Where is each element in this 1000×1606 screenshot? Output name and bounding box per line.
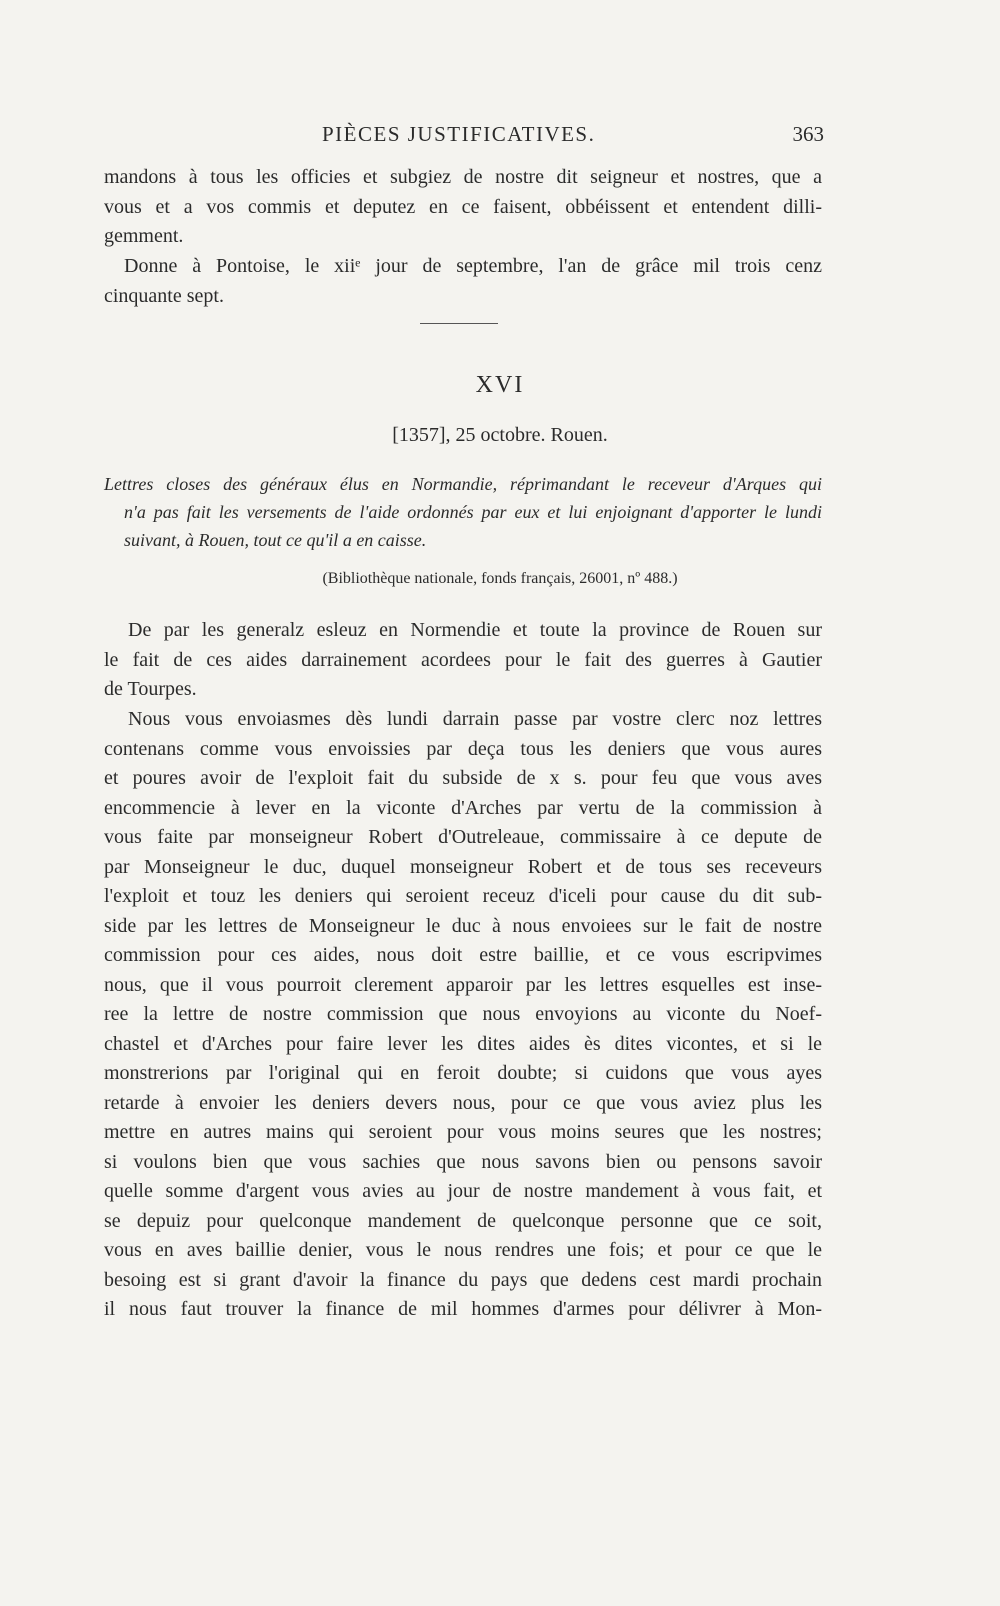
text-line: vous faite par monseigneur Robert d'Outreleaue, commissaire à ce depute de <box>104 826 822 848</box>
text-line: par Monseigneur le duc, duquel monseigneur Robert et de tous ses receveurs <box>104 855 822 878</box>
body-paragraph-1 <box>104 616 822 705</box>
text-line: mandons à tous les officies et subgiez de nostre dit seigneur et nostres, que a <box>104 166 822 188</box>
text-line: retarde à envoier les deniers devers nous, pour ce que vous aviez plus les <box>104 1091 822 1114</box>
text-line: monstrerions par l'original qui en feroit doubte; si cuidons que vous ayes <box>104 1062 822 1084</box>
text-line: Donne à Pontoise, le xiiᵉ jour de septembre, l'an de grâce mil trois cenz <box>124 255 822 277</box>
opening-paragraph <box>104 163 822 252</box>
document-number: XVI <box>475 372 525 398</box>
summary-line: Lettres closes des généraux élus en Normandie, réprimandant le receveur d'Arques qui <box>104 474 822 494</box>
source-citation: (Bibliothèque nationale, fonds français, 26001, nº 488.) <box>322 570 678 587</box>
text-line: commission pour ces aides, nous doit estre baillie, et ce vous escripvimes <box>104 944 822 966</box>
dating-clause <box>104 252 822 311</box>
text-line: le fait de ces aides darrainement acordees pour le fait des guerres à Gautier <box>104 648 822 671</box>
document-summary <box>104 470 822 554</box>
text-line: chastel et d'Arches pour faire lever les dites aides ès dites vicontes, et si le <box>104 1032 822 1055</box>
page-number: 363 <box>792 122 824 146</box>
text-line: quelle somme d'argent vous avies au jour de nostre mandement à vous fait, et <box>104 1180 822 1202</box>
text-line: De par les generalz esleuz en Normendie et toute la province de Rouen sur <box>128 619 822 641</box>
text-line: Nous vous envoiasmes dès lundi darrain passe par vostre clerc noz lettres <box>128 708 822 730</box>
body-paragraph-2 <box>104 705 822 1325</box>
text-line: encommencie à lever en la viconte d'Arches par vertu de la commission à <box>104 796 822 819</box>
text-line: vous et a vos commis et deputez en ce faisent, obbéissent et entendent dilli- <box>104 195 822 218</box>
summary-line: suivant, à Rouen, tout ce qu'il a en caisse. <box>124 530 427 550</box>
text-line: il nous faut trouver la finance de mil hommes d'armes pour délivrer à Mon- <box>104 1298 822 1320</box>
text-line: gemment. <box>104 225 184 247</box>
text-line: l'exploit et touz les deniers qui seroient receuz d'iceli pour cause du dit sub- <box>104 885 822 907</box>
text-line: vous en aves baillie denier, vous le nous rendres une fois; et pour ce que le <box>104 1239 822 1261</box>
text-line: cinquante sept. <box>104 284 224 307</box>
text-line: ree la lettre de nostre commission que nous envoyions au viconte du Noef- <box>104 1003 822 1025</box>
text-line: se depuiz pour quelconque mandement de quelconque personne que ce soit, <box>104 1209 822 1232</box>
text-line: nous, que il vous pourroit clerement apparoir par les lettres esquelles est inse- <box>104 973 822 996</box>
section-divider <box>420 323 498 324</box>
text-line: contenans comme vous envoissies par deça tous les deniers que vous aures <box>104 737 822 760</box>
text-line: mettre en autres mains qui seroient pour vous moins seures que les nostres; <box>104 1121 822 1143</box>
text-line: et poures avoir de l'exploit fait du subside de x s. pour feu que vous aves <box>104 767 822 789</box>
text-line: side par les lettres de Monseigneur le duc à nous envoiees sur le fait de nostre <box>104 914 822 937</box>
text-line: si voulons bien que vous sachies que nous savons bien ou pensons savoir <box>104 1150 822 1173</box>
document-date: [1357], 25 octobre. Rouen. <box>392 424 608 446</box>
running-head <box>104 122 824 152</box>
text-line: besoing est si grant d'avoir la finance du pays que dedens cest mardi prochain <box>104 1268 822 1291</box>
summary-line: n'a pas fait les versements de l'aide ordonnés par eux et lui enjoignant d'apporter le lundi <box>124 502 822 522</box>
text-line: de Tourpes. <box>104 678 197 700</box>
running-title: PIÈCES JUSTIFICATIVES. <box>322 122 596 146</box>
